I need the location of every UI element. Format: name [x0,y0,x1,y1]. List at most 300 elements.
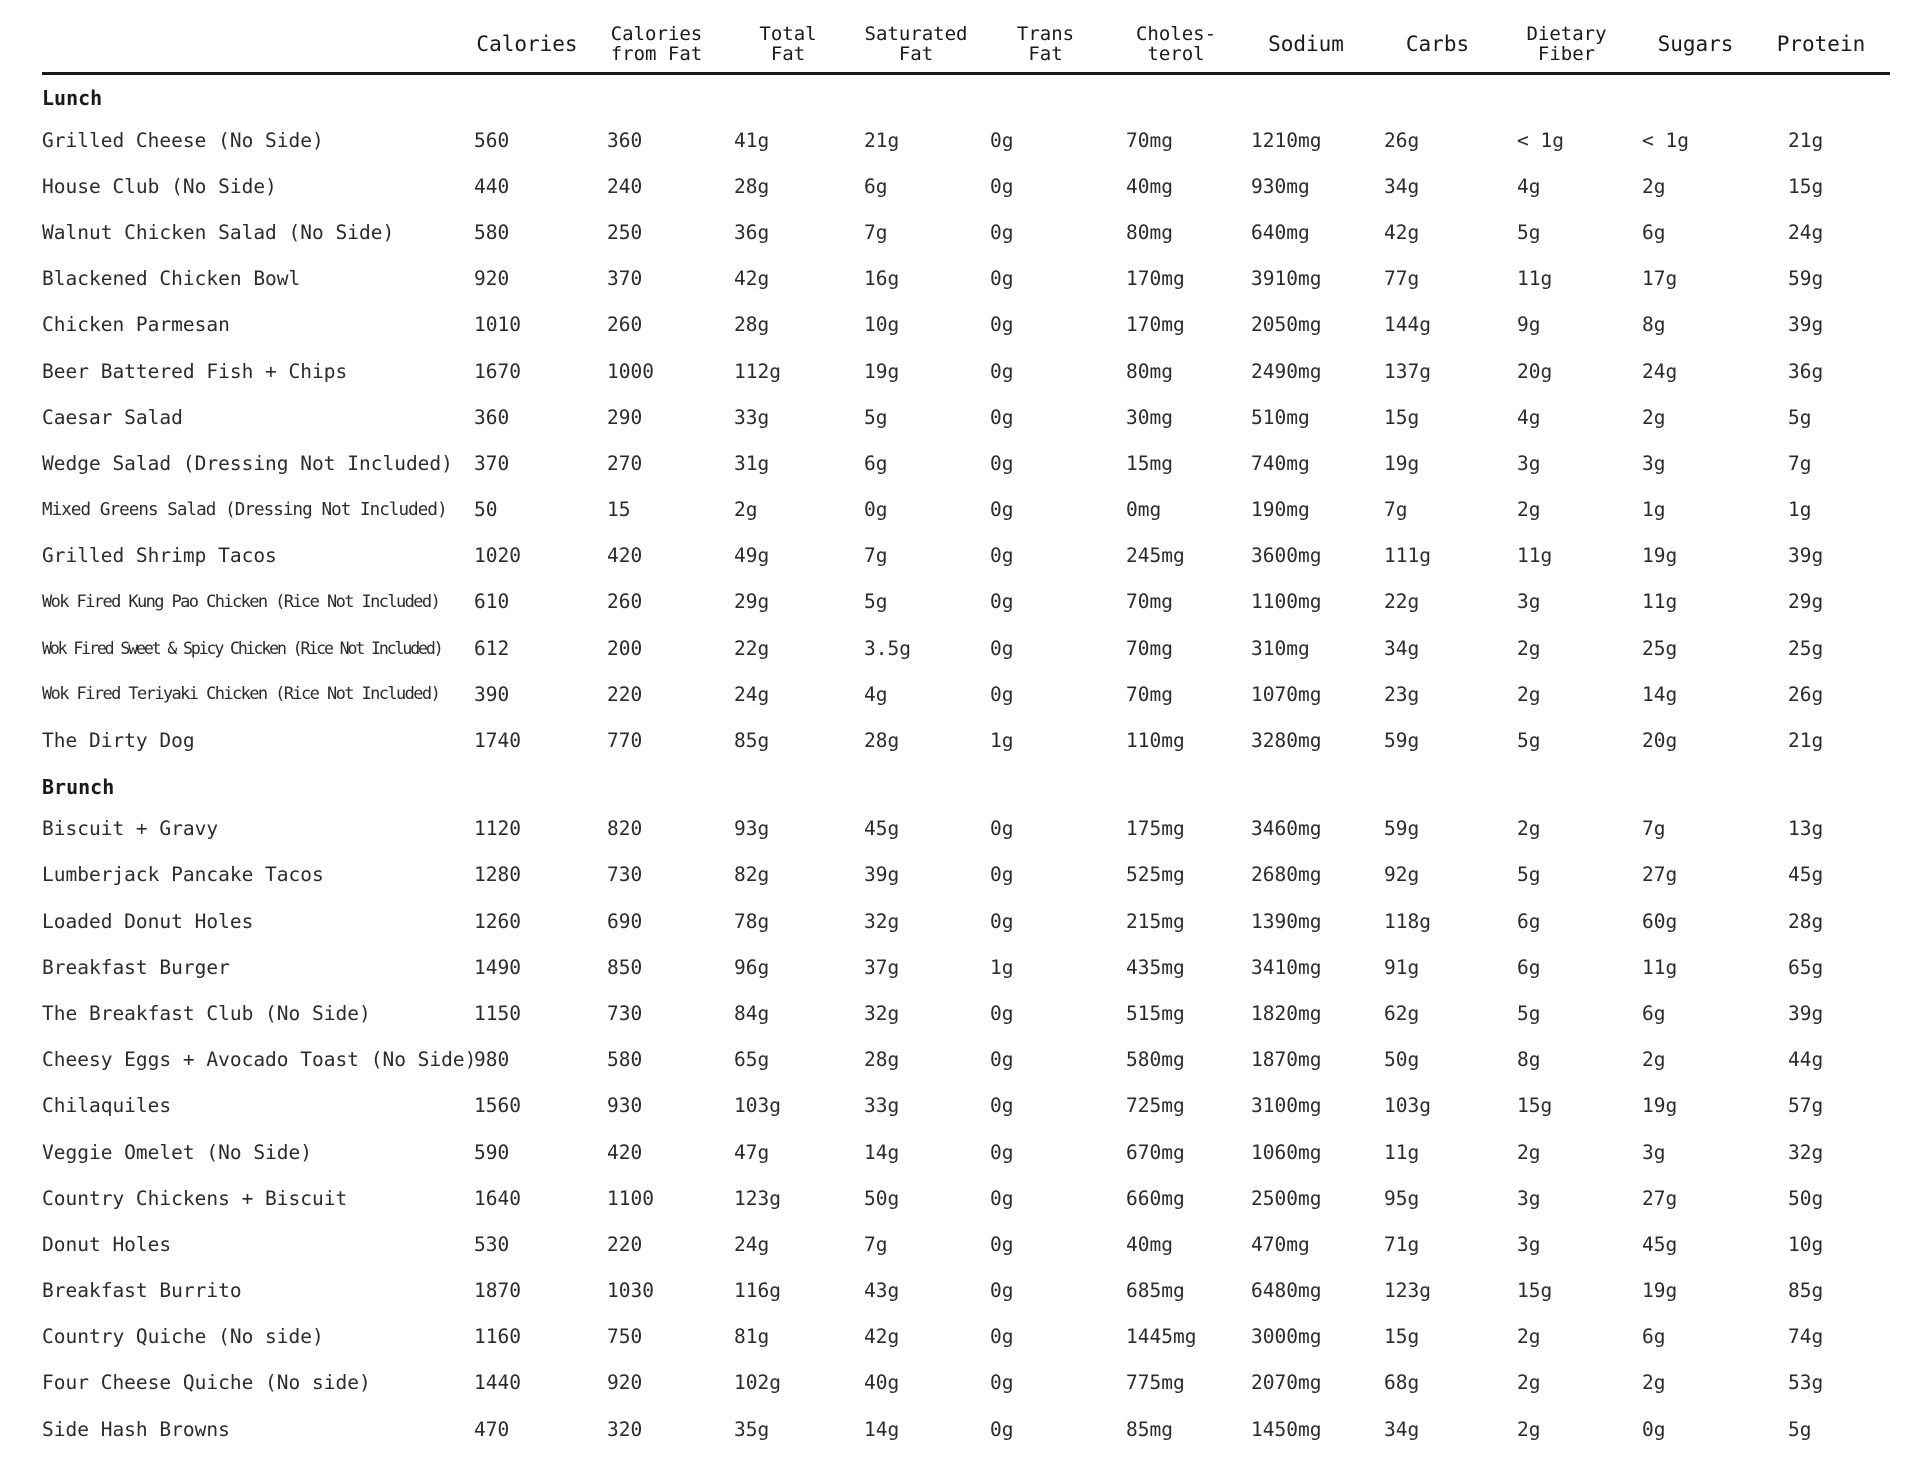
cell-cholesterol: 580mg [1126,1048,1185,1072]
cell-sugars: 7g [1642,817,1666,841]
cell-calories-from-fat: 220 [607,682,643,706]
cell-carbs: 91g [1384,955,1420,979]
cell-calories: 1490 [474,955,521,979]
cell-calories: 580 [474,220,510,244]
cell-carbs: 7g [1384,498,1408,522]
item-name: Caesar Salad [42,405,183,429]
cell-sodium: 1820mg [1251,1001,1322,1025]
cell-saturated-fat: 6g [864,451,888,475]
cell-calories-from-fat: 260 [607,313,643,337]
cell-saturated-fat: 28g [864,1048,900,1072]
item-name: Mixed Greens Salad (Dressing Not Included) [42,499,447,520]
table-row [42,256,1890,302]
cell-total-fat: 24g [734,1232,770,1256]
table-row [42,944,1890,990]
cell-carbs: 77g [1384,267,1420,291]
cell-carbs: 111g [1384,544,1431,568]
cell-calories-from-fat: 1030 [607,1279,654,1303]
cell-calories: 980 [474,1048,510,1072]
cell-protein: 29g [1788,590,1824,614]
cell-calories-from-fat: 820 [607,817,643,841]
cell-protein: 25g [1788,636,1824,660]
cell-calories: 612 [474,636,510,660]
cell-sodium: 6480mg [1251,1279,1322,1303]
cell-calories: 1560 [474,1094,521,1118]
cell-calories-from-fat: 730 [607,1001,643,1025]
cell-cholesterol: 80mg [1126,220,1173,244]
cell-trans-fat: 0g [990,1094,1014,1118]
cell-carbs: 11g [1384,1140,1420,1164]
cell-calories: 1870 [474,1279,521,1303]
table-row [42,1037,1890,1083]
cell-calories-from-fat: 370 [607,267,643,291]
table-row [42,898,1890,944]
cell-protein: 32g [1788,1140,1824,1164]
cell-trans-fat: 0g [990,590,1014,614]
cell-calories-from-fat: 360 [607,128,643,152]
cell-dietary-fiber: 2g [1517,1140,1541,1164]
cell-calories: 530 [474,1232,510,1256]
cell-calories-from-fat: 1000 [607,359,654,383]
cell-sugars: 8g [1642,313,1666,337]
cell-sodium: 1210mg [1251,128,1322,152]
cell-dietary-fiber: 9g [1517,313,1541,337]
item-name: Biscuit + Gravy [42,817,219,841]
cell-trans-fat: 0g [990,1279,1014,1303]
cell-total-fat: 28g [734,313,770,337]
cell-dietary-fiber: 2g [1517,636,1541,660]
cell-total-fat: 22g [734,636,770,660]
cell-calories-from-fat: 260 [607,590,643,614]
cell-protein: 50g [1788,1186,1824,1210]
cell-saturated-fat: 4g [864,682,888,706]
table-row [42,163,1890,209]
cell-total-fat: 102g [734,1371,781,1395]
cell-sodium: 1060mg [1251,1140,1322,1164]
cell-calories-from-fat: 850 [607,955,643,979]
cell-protein: 1g [1788,498,1812,522]
item-name: Wedge Salad (Dressing Not Included) [42,451,453,475]
cell-cholesterol: 30mg [1126,405,1173,429]
cell-saturated-fat: 10g [864,313,900,337]
cell-saturated-fat: 7g [864,1232,888,1256]
cell-total-fat: 42g [734,267,770,291]
table-row [42,1175,1890,1221]
cell-total-fat: 31g [734,451,770,475]
cell-trans-fat: 0g [990,220,1014,244]
cell-saturated-fat: 3.5g [864,636,911,660]
table-row [42,852,1890,898]
table-row [42,990,1890,1036]
cell-calories: 1280 [474,863,521,887]
cell-sugars: 3g [1642,1140,1666,1164]
cell-sugars: 19g [1642,544,1678,568]
item-name: Country Quiche (No side) [42,1325,324,1349]
cell-sugars: 60g [1642,909,1678,933]
item-name: Country Chickens + Biscuit [42,1186,348,1210]
header-row [42,16,1890,75]
cell-dietary-fiber: 2g [1517,1371,1541,1395]
cell-total-fat: 123g [734,1186,781,1210]
cell-sodium: 2070mg [1251,1371,1322,1395]
table-row [42,1268,1890,1314]
cell-total-fat: 41g [734,128,770,152]
cell-trans-fat: 0g [990,405,1014,429]
item-name: Chilaquiles [42,1094,172,1118]
item-name: The Dirty Dog [42,729,195,753]
cell-trans-fat: 0g [990,1001,1014,1025]
cell-cholesterol: 170mg [1126,267,1185,291]
cell-carbs: 59g [1384,729,1420,753]
cell-dietary-fiber: 8g [1517,1048,1541,1072]
cell-sugars: 2g [1642,405,1666,429]
cell-carbs: 26g [1384,128,1420,152]
cell-sugars: 3g [1642,451,1666,475]
cell-sugars: 11g [1642,590,1678,614]
table-row [42,625,1890,671]
cell-calories-from-fat: 920 [607,1371,643,1395]
cell-cholesterol: 725mg [1126,1094,1185,1118]
cell-calories: 1740 [474,729,521,753]
cell-calories: 560 [474,128,510,152]
cell-cholesterol: 1445mg [1126,1325,1197,1349]
cell-carbs: 62g [1384,1001,1420,1025]
cell-saturated-fat: 42g [864,1325,900,1349]
cell-trans-fat: 0g [990,1186,1014,1210]
cell-sodium: 640mg [1251,220,1310,244]
cell-sodium: 2500mg [1251,1186,1322,1210]
cell-sodium: 190mg [1251,498,1310,522]
cell-total-fat: 28g [734,174,770,198]
cell-calories: 920 [474,267,510,291]
cell-saturated-fat: 43g [864,1279,900,1303]
cell-protein: 85g [1788,1279,1824,1303]
column-header-dietary-fiber: Dietary Fiber [1526,23,1607,65]
cell-calories-from-fat: 270 [607,451,643,475]
cell-sugars: 20g [1642,729,1678,753]
cell-calories: 50 [474,498,498,522]
column-header-sodium: Sodium [1268,32,1344,56]
cell-carbs: 22g [1384,590,1420,614]
cell-trans-fat: 0g [990,863,1014,887]
table-row [42,579,1890,625]
cell-cholesterol: 515mg [1126,1001,1185,1025]
cell-trans-fat: 0g [990,267,1014,291]
cell-trans-fat: 0g [990,636,1014,660]
cell-protein: 28g [1788,909,1824,933]
cell-sugars: 6g [1642,220,1666,244]
cell-calories: 370 [474,451,510,475]
cell-calories: 1670 [474,359,521,383]
cell-cholesterol: 85mg [1126,1417,1173,1441]
cell-calories: 1010 [474,313,521,337]
table-row [42,302,1890,348]
cell-calories: 470 [474,1417,510,1441]
table-row [42,440,1890,486]
table-row [42,1129,1890,1175]
cell-calories-from-fat: 420 [607,544,643,568]
cell-sodium: 2680mg [1251,863,1322,887]
cell-saturated-fat: 16g [864,267,900,291]
cell-saturated-fat: 33g [864,1094,900,1118]
item-name: Chicken Parmesan [42,313,230,337]
cell-protein: 7g [1788,451,1812,475]
cell-saturated-fat: 14g [864,1140,900,1164]
cell-cholesterol: 15mg [1126,451,1173,475]
cell-saturated-fat: 45g [864,817,900,841]
cell-calories-from-fat: 320 [607,1417,643,1441]
item-name: Walnut Chicken Salad (No Side) [42,220,395,244]
cell-sodium: 930mg [1251,174,1310,198]
cell-carbs: 137g [1384,359,1431,383]
cell-sugars: 2g [1642,1371,1666,1395]
item-name: Wok Fired Teriyaki Chicken (Rice Not Included) [42,684,440,705]
cell-cholesterol: 685mg [1126,1279,1185,1303]
cell-dietary-fiber: 6g [1517,909,1541,933]
cell-cholesterol: 245mg [1126,544,1185,568]
cell-sodium: 1390mg [1251,909,1322,933]
cell-carbs: 95g [1384,1186,1420,1210]
cell-cholesterol: 70mg [1126,128,1173,152]
cell-trans-fat: 0g [990,1140,1014,1164]
column-header-saturated-fat: Saturated Fat [864,23,968,65]
cell-sugars: 14g [1642,682,1678,706]
cell-protein: 74g [1788,1325,1824,1349]
cell-calories-from-fat: 750 [607,1325,643,1349]
cell-carbs: 42g [1384,220,1420,244]
cell-total-fat: 82g [734,863,770,887]
cell-dietary-fiber: 2g [1517,682,1541,706]
table-row [42,671,1890,717]
item-name: Lumberjack Pancake Tacos [42,863,324,887]
cell-dietary-fiber: 2g [1517,1417,1541,1441]
cell-carbs: 15g [1384,1325,1420,1349]
cell-dietary-fiber: < 1g [1517,128,1564,152]
cell-trans-fat: 0g [990,451,1014,475]
cell-dietary-fiber: 5g [1517,729,1541,753]
cell-total-fat: 93g [734,817,770,841]
section-title-brunch: Brunch [42,774,115,799]
cell-sodium: 470mg [1251,1232,1310,1256]
cell-calories-from-fat: 580 [607,1048,643,1072]
cell-sodium: 3100mg [1251,1094,1322,1118]
cell-total-fat: 65g [734,1048,770,1072]
cell-trans-fat: 0g [990,1048,1014,1072]
cell-carbs: 59g [1384,817,1420,841]
cell-calories: 390 [474,682,510,706]
cell-dietary-fiber: 5g [1517,1001,1541,1025]
column-header-calories-from-fat: Calories from Fat [610,23,703,65]
column-header-protein: Protein [1776,32,1866,56]
item-name: House Club (No Side) [42,174,277,198]
cell-sodium: 2050mg [1251,313,1322,337]
cell-total-fat: 96g [734,955,770,979]
cell-saturated-fat: 32g [864,1001,900,1025]
cell-saturated-fat: 40g [864,1371,900,1395]
item-name: Cheesy Eggs + Avocado Toast (No Side) [42,1048,477,1072]
cell-saturated-fat: 7g [864,544,888,568]
cell-protein: 39g [1788,544,1824,568]
item-name: Veggie Omelet (No Side) [42,1140,313,1164]
item-name: Blackened Chicken Bowl [42,267,301,291]
column-header-total-fat: Total Fat [759,23,817,65]
cell-calories-from-fat: 690 [607,909,643,933]
cell-sodium: 3460mg [1251,817,1322,841]
cell-carbs: 123g [1384,1279,1431,1303]
cell-sugars: 11g [1642,955,1678,979]
cell-sugars: < 1g [1642,128,1689,152]
cell-total-fat: 116g [734,1279,781,1303]
column-header-trans-fat: Trans Fat [1016,23,1075,65]
cell-sugars: 6g [1642,1325,1666,1349]
cell-dietary-fiber: 3g [1517,1186,1541,1210]
cell-sodium: 3410mg [1251,955,1322,979]
cell-calories: 1160 [474,1325,521,1349]
cell-dietary-fiber: 2g [1517,817,1541,841]
cell-cholesterol: 70mg [1126,682,1173,706]
cell-carbs: 15g [1384,405,1420,429]
cell-calories-from-fat: 290 [607,405,643,429]
item-name: Donut Holes [42,1232,172,1256]
cell-cholesterol: 70mg [1126,590,1173,614]
cell-protein: 5g [1788,1417,1812,1441]
table-row [42,1221,1890,1267]
table-row [42,806,1890,852]
cell-trans-fat: 0g [990,313,1014,337]
cell-total-fat: 33g [734,405,770,429]
item-name: Side Hash Browns [42,1417,230,1441]
cell-trans-fat: 0g [990,1325,1014,1349]
cell-dietary-fiber: 6g [1517,955,1541,979]
cell-carbs: 34g [1384,636,1420,660]
cell-protein: 45g [1788,863,1824,887]
cell-sodium: 3000mg [1251,1325,1322,1349]
cell-saturated-fat: 5g [864,590,888,614]
cell-calories-from-fat: 240 [607,174,643,198]
cell-calories: 360 [474,405,510,429]
cell-cholesterol: 215mg [1126,909,1185,933]
cell-dietary-fiber: 15g [1517,1279,1553,1303]
cell-carbs: 50g [1384,1048,1420,1072]
cell-protein: 26g [1788,682,1824,706]
cell-dietary-fiber: 3g [1517,1232,1541,1256]
cell-protein: 65g [1788,955,1824,979]
cell-trans-fat: 0g [990,1417,1014,1441]
cell-saturated-fat: 50g [864,1186,900,1210]
cell-protein: 10g [1788,1232,1824,1256]
table-row [42,487,1890,533]
table-row [42,1360,1890,1406]
cell-protein: 21g [1788,128,1824,152]
item-name: Beer Battered Fish + Chips [42,359,348,383]
table-row [42,394,1890,440]
cell-calories: 1440 [474,1371,521,1395]
cell-sugars: 1g [1642,498,1666,522]
cell-cholesterol: 110mg [1126,729,1185,753]
item-name: Breakfast Burger [42,955,230,979]
cell-carbs: 34g [1384,174,1420,198]
cell-trans-fat: 1g [990,729,1014,753]
cell-total-fat: 36g [734,220,770,244]
cell-calories: 1640 [474,1186,521,1210]
cell-trans-fat: 0g [990,128,1014,152]
cell-calories: 1120 [474,817,521,841]
cell-saturated-fat: 39g [864,863,900,887]
cell-total-fat: 103g [734,1094,781,1118]
cell-protein: 13g [1788,817,1824,841]
cell-trans-fat: 0g [990,817,1014,841]
table-row [42,209,1890,255]
cell-calories-from-fat: 730 [607,863,643,887]
cell-calories: 440 [474,174,510,198]
cell-calories-from-fat: 1100 [607,1186,654,1210]
cell-sodium: 1100mg [1251,590,1322,614]
table-row [42,1314,1890,1360]
column-header-cholesterol: Choles- terol [1135,23,1217,65]
column-header-carbs: Carbs [1405,32,1470,56]
cell-total-fat: 49g [734,544,770,568]
cell-cholesterol: 175mg [1126,817,1185,841]
cell-saturated-fat: 6g [864,174,888,198]
cell-cholesterol: 40mg [1126,174,1173,198]
cell-sodium: 1450mg [1251,1417,1322,1441]
cell-protein: 59g [1788,267,1824,291]
cell-calories: 1020 [474,544,521,568]
table-row [42,533,1890,579]
cell-cholesterol: 660mg [1126,1186,1185,1210]
cell-calories-from-fat: 420 [607,1140,643,1164]
cell-calories-from-fat: 250 [607,220,643,244]
cell-sugars: 0g [1642,1417,1666,1441]
cell-sugars: 27g [1642,863,1678,887]
cell-carbs: 23g [1384,682,1420,706]
nutrition-table [42,16,1890,1452]
cell-total-fat: 35g [734,1417,770,1441]
cell-trans-fat: 0g [990,174,1014,198]
item-name: Breakfast Burrito [42,1279,242,1303]
cell-protein: 39g [1788,1001,1824,1025]
item-name: Wok Fired Sweet & Spicy Chicken (Rice Not Included) [42,638,442,658]
cell-protein: 44g [1788,1048,1824,1072]
cell-sodium: 310mg [1251,636,1310,660]
cell-dietary-fiber: 11g [1517,267,1553,291]
cell-dietary-fiber: 3g [1517,590,1541,614]
cell-calories: 610 [474,590,510,614]
cell-dietary-fiber: 4g [1517,405,1541,429]
cell-cholesterol: 80mg [1126,359,1173,383]
cell-dietary-fiber: 15g [1517,1094,1553,1118]
cell-sodium: 2490mg [1251,359,1322,383]
cell-sodium: 1870mg [1251,1048,1322,1072]
item-name: Grilled Shrimp Tacos [42,544,277,568]
table-row [42,1083,1890,1129]
cell-carbs: 19g [1384,451,1420,475]
cell-saturated-fat: 21g [864,128,900,152]
item-name: Four Cheese Quiche (No side) [42,1371,371,1395]
cell-carbs: 103g [1384,1094,1431,1118]
cell-calories-from-fat: 220 [607,1232,643,1256]
cell-carbs: 92g [1384,863,1420,887]
cell-cholesterol: 170mg [1126,313,1185,337]
cell-dietary-fiber: 2g [1517,498,1541,522]
cell-protein: 57g [1788,1094,1824,1118]
cell-calories: 1150 [474,1001,521,1025]
cell-sugars: 2g [1642,1048,1666,1072]
cell-cholesterol: 0mg [1126,498,1162,522]
cell-saturated-fat: 32g [864,909,900,933]
cell-trans-fat: 0g [990,1232,1014,1256]
cell-sugars: 25g [1642,636,1678,660]
